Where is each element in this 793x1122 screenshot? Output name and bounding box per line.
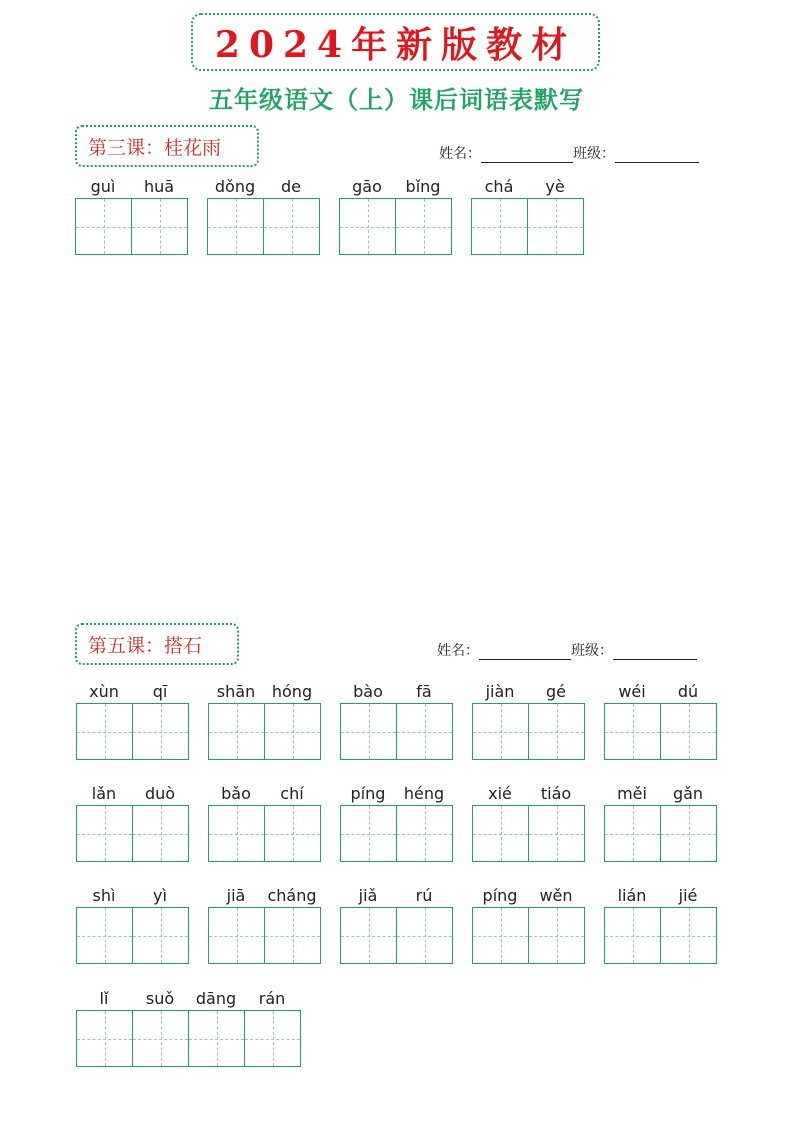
pinyin-label: bǎo (221, 784, 251, 803)
character-cell (208, 682, 264, 702)
class-blank[interactable] (613, 646, 697, 660)
pinyin-label: jiǎ (358, 886, 378, 905)
writing-box[interactable] (76, 907, 133, 964)
name-label: 姓名： (439, 146, 481, 162)
writing-box[interactable] (244, 1010, 301, 1067)
pinyin-label: rán (258, 989, 286, 1008)
pinyin-label: lǎn (91, 784, 117, 803)
character-cell (264, 886, 320, 906)
character-cell (527, 177, 583, 197)
pinyin-label: chá (484, 177, 514, 196)
pinyin-label: lián (617, 886, 647, 905)
character-cell (132, 989, 188, 1009)
pinyin-label: tiáo (540, 784, 572, 803)
word-item (75, 177, 187, 197)
character-cell (472, 682, 528, 702)
character-cell (604, 682, 660, 702)
word-item (472, 682, 584, 702)
pinyin-label: shān (216, 682, 256, 701)
page-subtitle: 五年级语文（上）课后词语表默写 (209, 86, 584, 114)
pinyin-label: xùn (89, 682, 119, 701)
writing-box[interactable] (396, 805, 453, 862)
pinyin-label: jié (678, 886, 698, 905)
writing-box[interactable] (340, 805, 397, 862)
title-banner (191, 13, 600, 71)
pinyin-label: qī (152, 682, 168, 701)
pinyin-label: bào (353, 682, 383, 701)
lesson-5-title-box (75, 623, 239, 665)
word-item (472, 784, 584, 804)
pinyin-label: jiàn (485, 682, 515, 701)
writing-box[interactable] (472, 805, 529, 862)
writing-box[interactable] (263, 198, 320, 255)
class-label: 班级： (571, 643, 613, 659)
writing-box[interactable] (339, 198, 396, 255)
writing-box[interactable] (264, 703, 321, 760)
writing-box[interactable] (131, 198, 188, 255)
lesson-5-student-info (437, 640, 697, 660)
pinyin-label: jiā (226, 886, 246, 905)
pinyin-label: lǐ (99, 989, 109, 1008)
word-item (340, 682, 452, 702)
character-cell (75, 177, 131, 197)
writing-box[interactable] (472, 703, 529, 760)
writing-box[interactable] (396, 703, 453, 760)
lesson-5-title: 第五课：搭石 (88, 634, 203, 657)
character-cell (604, 784, 660, 804)
character-cell (340, 682, 396, 702)
name-label: 姓名： (437, 643, 479, 659)
writing-box[interactable] (604, 805, 661, 862)
page-title: 2024年新版教材 (214, 23, 577, 66)
character-cell (471, 177, 527, 197)
writing-box[interactable] (264, 907, 321, 964)
character-cell (132, 886, 188, 906)
writing-box[interactable] (208, 805, 265, 862)
word-item (76, 886, 188, 906)
word-item (472, 886, 584, 906)
pinyin-label: huā (143, 177, 175, 196)
character-cell (132, 682, 188, 702)
character-cell (395, 177, 451, 197)
character-cell (207, 177, 263, 197)
pinyin-label: héng (403, 784, 445, 803)
pinyin-label: de (281, 177, 301, 196)
writing-box[interactable] (188, 1010, 245, 1067)
pinyin-label: yè (545, 177, 565, 196)
writing-box[interactable] (471, 198, 528, 255)
character-cell (76, 784, 132, 804)
writing-box[interactable] (132, 805, 189, 862)
word-item (76, 989, 300, 1009)
character-cell (528, 784, 584, 804)
pinyin-label: suǒ (145, 989, 175, 1008)
writing-box[interactable] (132, 703, 189, 760)
word-item (339, 177, 451, 197)
pinyin-label: píng (482, 886, 518, 905)
writing-box[interactable] (208, 907, 265, 964)
writing-box[interactable] (264, 805, 321, 862)
pinyin-label: gāo (352, 177, 382, 196)
pinyin-label: wéi (618, 682, 646, 701)
word-item (604, 682, 716, 702)
character-cell (528, 886, 584, 906)
word-item (76, 784, 188, 804)
word-item (604, 886, 716, 906)
lesson-3-title-box (75, 125, 259, 167)
writing-box[interactable] (660, 703, 717, 760)
word-item (340, 784, 452, 804)
pinyin-label: shì (92, 886, 116, 905)
writing-box[interactable] (472, 907, 529, 964)
character-cell (76, 886, 132, 906)
writing-box[interactable] (528, 907, 585, 964)
character-cell (264, 682, 320, 702)
writing-box[interactable] (527, 198, 584, 255)
writing-box[interactable] (340, 907, 397, 964)
word-item (208, 682, 320, 702)
character-cell (660, 886, 716, 906)
name-blank[interactable] (481, 149, 573, 163)
character-cell (604, 886, 660, 906)
writing-box[interactable] (528, 805, 585, 862)
pinyin-label: wěn (539, 886, 573, 905)
writing-box[interactable] (395, 198, 452, 255)
character-cell (208, 886, 264, 906)
character-cell (340, 784, 396, 804)
lesson-3-title: 第三课：桂花雨 (88, 136, 222, 159)
character-cell (340, 886, 396, 906)
character-cell (472, 784, 528, 804)
writing-box[interactable] (208, 703, 265, 760)
pinyin-label: xié (488, 784, 512, 803)
class-blank[interactable] (615, 149, 699, 163)
name-blank[interactable] (479, 646, 571, 660)
writing-box[interactable] (604, 703, 661, 760)
pinyin-label: píng (350, 784, 386, 803)
pinyin-label: dǒng (214, 177, 256, 196)
pinyin-label: fā (416, 682, 432, 701)
pinyin-label: yì (153, 886, 167, 905)
writing-box[interactable] (396, 907, 453, 964)
character-cell (264, 784, 320, 804)
pinyin-label: bǐng (405, 177, 441, 196)
pinyin-label: chí (280, 784, 304, 803)
writing-box[interactable] (604, 907, 661, 964)
writing-box[interactable] (528, 703, 585, 760)
pinyin-label: gé (546, 682, 566, 701)
word-item (208, 784, 320, 804)
writing-box[interactable] (75, 198, 132, 255)
pinyin-label: měi (617, 784, 647, 803)
writing-box[interactable] (207, 198, 264, 255)
word-item (604, 784, 716, 804)
character-cell (396, 682, 452, 702)
word-item (340, 886, 452, 906)
pinyin-label: duò (144, 784, 176, 803)
character-cell (76, 989, 132, 1009)
character-cell (244, 989, 300, 1009)
character-cell (396, 784, 452, 804)
character-cell (339, 177, 395, 197)
word-item (208, 886, 320, 906)
pinyin-label: dú (677, 682, 699, 701)
writing-box[interactable] (340, 703, 397, 760)
character-cell (188, 989, 244, 1009)
writing-box[interactable] (76, 805, 133, 862)
character-cell (396, 886, 452, 906)
writing-box[interactable] (76, 1010, 133, 1067)
character-cell (263, 177, 319, 197)
pinyin-label: gǎn (672, 784, 704, 803)
pinyin-label: dāng (195, 989, 237, 1008)
character-cell (208, 784, 264, 804)
writing-box[interactable] (132, 1010, 189, 1067)
pinyin-label: guì (90, 177, 116, 196)
class-label: 班级： (573, 146, 615, 162)
character-cell (131, 177, 187, 197)
pinyin-label: hóng (271, 682, 313, 701)
lesson-3-student-info (439, 143, 699, 163)
character-cell (132, 784, 188, 804)
character-cell (528, 682, 584, 702)
character-cell (660, 784, 716, 804)
writing-box[interactable] (132, 907, 189, 964)
word-item (76, 682, 188, 702)
writing-box[interactable] (76, 703, 133, 760)
writing-box[interactable] (660, 907, 717, 964)
character-cell (472, 886, 528, 906)
writing-box[interactable] (660, 805, 717, 862)
character-cell (76, 682, 132, 702)
character-cell (660, 682, 716, 702)
word-item (207, 177, 319, 197)
word-item (471, 177, 583, 197)
pinyin-label: cháng (267, 886, 317, 905)
pinyin-label: rú (415, 886, 433, 905)
